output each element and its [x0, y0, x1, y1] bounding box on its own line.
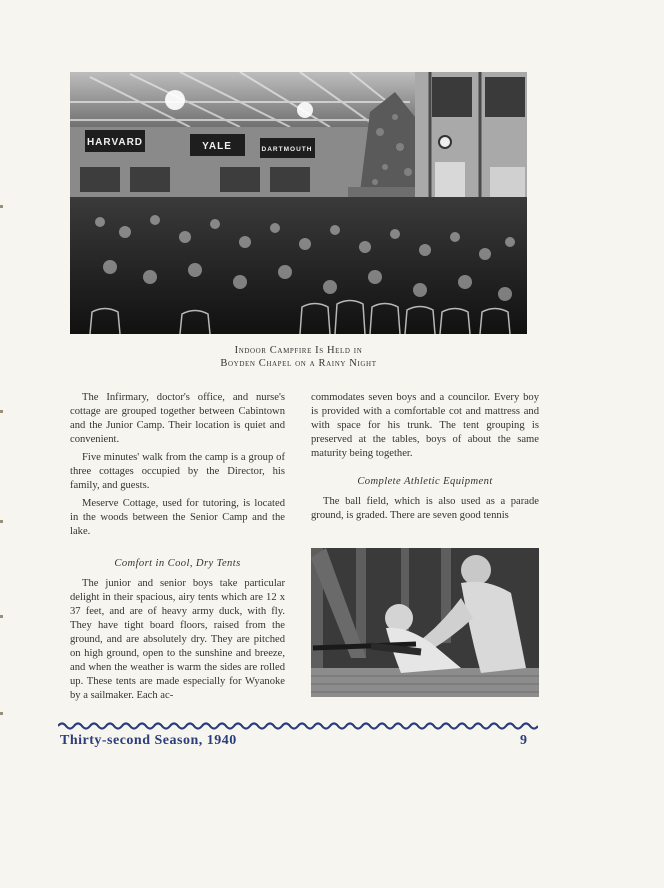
page-number: 9	[520, 733, 527, 748]
right-column	[311, 391, 539, 527]
paragraph-cottages: Five minutes' walk from the camp is a group of three cottages occupied by the Director, his family, and guests.	[70, 452, 285, 491]
footer-season: Thirty-second Season, 1940	[60, 733, 237, 748]
paragraph-ball-field: The ball field, which is also used as a parade ground, is graded. There are seven good tennis	[311, 496, 539, 521]
edge-mark	[0, 410, 3, 413]
paragraph-infirmary: The Infirmary, doctor's office, and nurse's cottage are grouped together between Cabintown and the Junior Camp. Their location is quiet and convenient.	[70, 392, 285, 445]
campfire-photo-image	[70, 72, 527, 334]
campfire-photo	[70, 72, 527, 334]
rifle-photo-image	[311, 548, 539, 697]
paragraph-tent-continued: commodates seven boys and a councilor. Every boy is provided with a comfortable cot and mattress and with space for his trunk. The tent grouping is preserved at the tables, boys of about the same maturity being together.	[311, 392, 539, 459]
rifle-photo	[311, 548, 539, 697]
edge-mark	[0, 615, 3, 618]
caption-line-2: Boyden Chapel on a Rainy Night	[220, 358, 377, 369]
banner-yale: YALE	[202, 141, 232, 152]
subheading-tents: Comfort in Cool, Dry Tents	[114, 558, 241, 569]
banner-harvard: HARVARD	[86, 137, 144, 148]
banner-dartmouth: DARTMOUTH	[261, 146, 313, 153]
caption-line-1: Indoor Campfire Is Held in	[234, 345, 363, 356]
wavy-divider	[58, 720, 538, 732]
edge-mark	[0, 520, 3, 523]
paragraph-tents: The junior and senior boys take particular delight in their spacious, airy tents which are 12 x 37 feet, and are of heavy army duck, with fly. They have tight board floors, raised from the ground, and are absolutely dry. They are pitched on high ground, open to the sunshine and breeze, and when the weather is warm the sides are rolled up. These tents are made especially for Wyanoke by a sailmaker. Each ac-	[70, 578, 285, 701]
photo-caption	[70, 344, 527, 370]
left-column	[70, 391, 285, 707]
edge-mark	[0, 205, 3, 208]
edge-mark	[0, 712, 3, 715]
paragraph-meserve: Meserve Cottage, used for tutoring, is located in the woods between the Senior Camp and the lake.	[70, 498, 285, 537]
subheading-athletic: Complete Athletic Equipment	[357, 476, 493, 487]
